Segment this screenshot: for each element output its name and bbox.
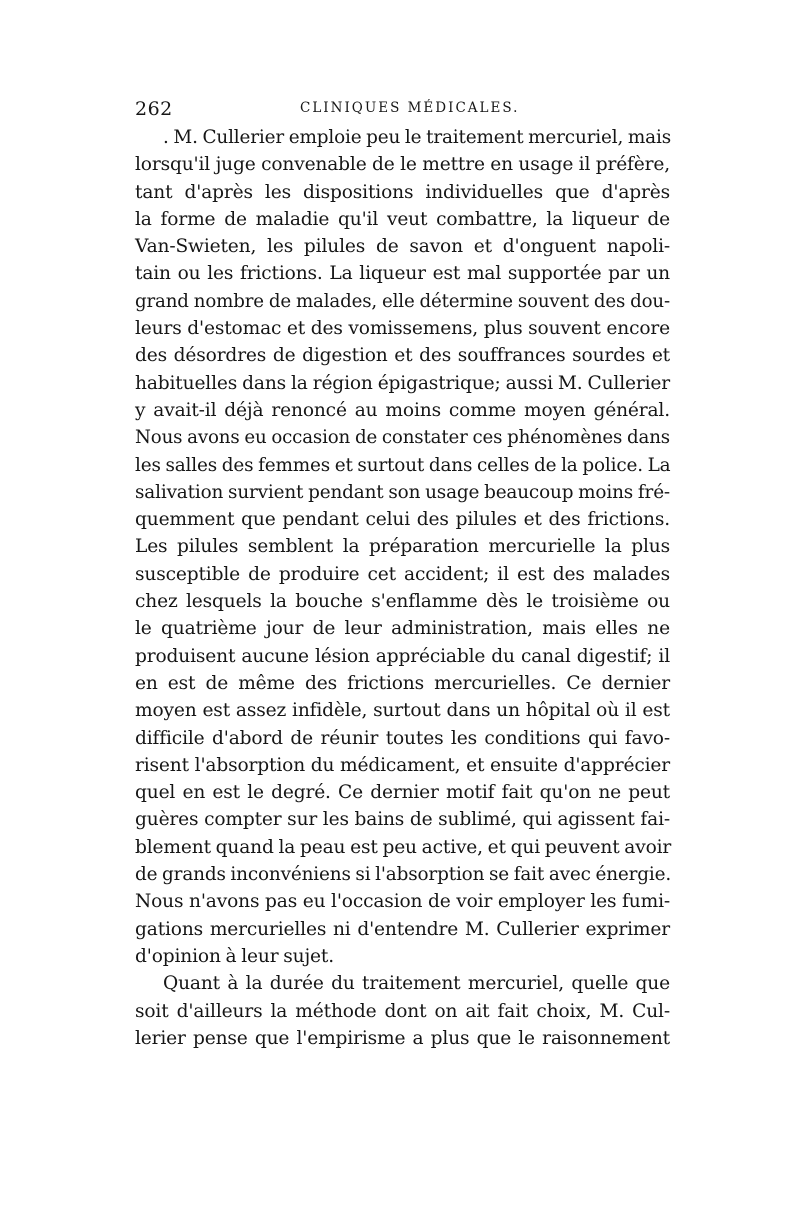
- text-line: blement quand la peau est peu active, et qui peuvent avoir: [135, 836, 672, 858]
- text-line: guères compter sur les bains de sublimé, qui agissent fai-: [135, 809, 670, 831]
- text-line: lorsqu'il juge convenable de le mettre en usage il préfère,: [135, 154, 670, 176]
- text-line: . M. Cullerier emploie peu le traitement mercuriel, mais: [163, 127, 672, 148]
- running-title: CLINIQUES MÉDICALES.: [300, 100, 520, 116]
- text-line: quemment que pendant celui des pilules et des frictions.: [135, 509, 670, 531]
- text-line: moyen est assez infidèle, surtout dans un hôpital où il est: [135, 700, 670, 722]
- text-line: salivation survient pendant son usage beaucoup moins fré-: [135, 481, 670, 503]
- body-text: [135, 124, 670, 1052]
- text-line: de grands inconvéniens si l'absorption se fait avec énergie.: [135, 864, 672, 886]
- text-line: Les pilules semblent la préparation mercurielle la plus: [135, 536, 670, 558]
- text-line: Van-Swieten, les pilules de savon et d'onguent napoli-: [135, 236, 670, 258]
- text-line: susceptible de produire cet accident; il est des malades: [135, 563, 670, 585]
- text-line: la forme de maladie qu'il veut combattre, la liqueur de: [135, 208, 670, 230]
- text-line: le quatrième jour de leur administration, mais elles ne: [135, 618, 670, 640]
- text-line: chez lesquels la bouche s'enflamme dès le troisième ou: [135, 591, 670, 613]
- text-line: habituelles dans la région épigastrique; aussi M. Cullerier: [135, 372, 670, 394]
- text-line: tain ou les frictions. La liqueur est mal supportée par un: [135, 263, 670, 285]
- text-line: risent l'absorption du médicament, et ensuite d'apprécier: [135, 754, 670, 776]
- page-header: [135, 98, 670, 122]
- text-line: des désordres de digestion et des souffrances sourdes et: [135, 345, 670, 367]
- text-line: gations mercurielles ni d'entendre M. Cullerier exprimer: [135, 918, 670, 940]
- text-line: les salles des femmes et surtout dans celles de la police. La: [135, 454, 671, 476]
- page-number: 262: [135, 98, 173, 120]
- text-line: quel en est le degré. Ce dernier motif fait qu'on ne peut: [135, 782, 670, 804]
- text-line: d'opinion à leur sujet.: [135, 945, 334, 967]
- text-line: leurs d'estomac et des vomissemens, plus souvent encore: [135, 318, 670, 340]
- text-line: lerier pense que l'empirisme a plus que le raisonnement: [135, 1027, 670, 1049]
- text-line: Nous avons eu occasion de constater ces phénomènes dans: [135, 427, 670, 449]
- text-line: soit d'ailleurs la méthode dont on ait fait choix, M. Cul-: [135, 1000, 670, 1022]
- text-line: difficile d'abord de réunir toutes les conditions qui favo-: [135, 727, 670, 749]
- text-line: Nous n'avons pas eu l'occasion de voir employer les fumi-: [135, 891, 670, 913]
- text-line: grand nombre de malades, elle détermine souvent des dou-: [135, 290, 670, 312]
- text-line: Quant à la durée du traitement mercuriel, quelle que: [163, 973, 670, 995]
- text-line: tant d'après les dispositions individuelles que d'après: [135, 181, 670, 203]
- text-line: produisent aucune lésion appréciable du canal digestif; il: [135, 645, 670, 667]
- text-line: y avait-il déjà renoncé au moins comme moyen général.: [135, 399, 670, 421]
- text-line: en est de même des frictions mercurielles. Ce dernier: [135, 672, 670, 694]
